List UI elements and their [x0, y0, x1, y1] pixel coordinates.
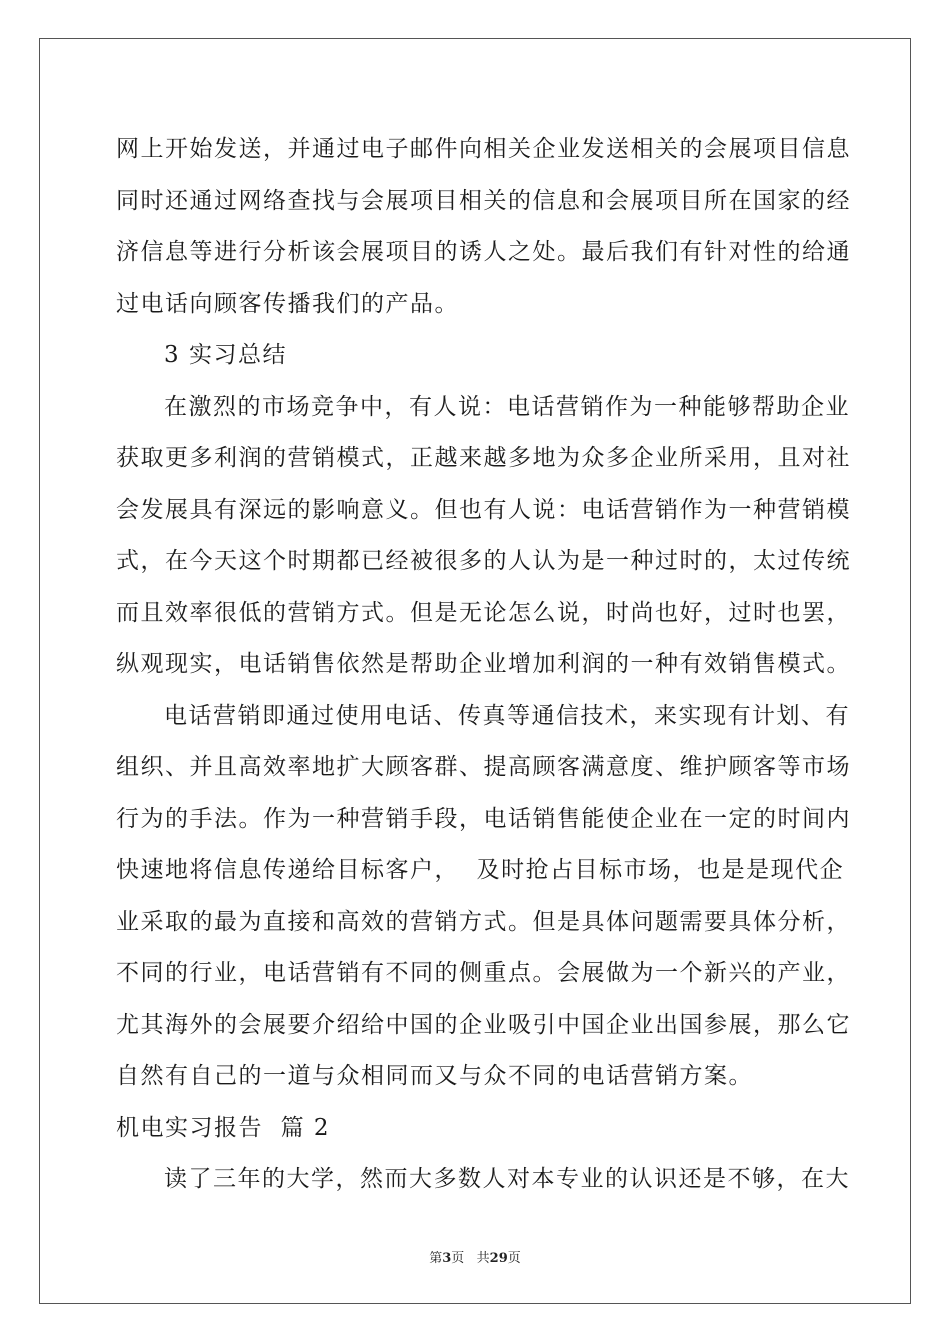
body-line: 而且效率很低的营销方式。但是无论怎么说，时尚也好，过时也罢， — [116, 599, 851, 626]
body-line: 自然有自己的一道与众相同而又与众不同的电话营销方案。 — [116, 1063, 753, 1089]
page-prefix: 第 — [429, 1251, 443, 1266]
page-mid: 页 共 — [451, 1251, 490, 1266]
body-line: 过电话向顾客传播我们的产品。 — [116, 290, 459, 317]
page-footer — [0, 1247, 950, 1266]
current-page-number: 3 — [442, 1251, 452, 1266]
section-heading: 3 实习总结 — [164, 342, 287, 368]
body-line: 业采取的最为直接和高效的营销方式。但是具体问题需要具体分析， — [116, 908, 851, 935]
document-body — [116, 124, 851, 1206]
paragraph-start-line: 读了三年的大学，然而大多数人对本专业的认识还是不够，在大 — [164, 1166, 850, 1192]
report-title: 机电实习报告 篇 2 — [116, 1114, 331, 1141]
body-line: 尤其海外的会展要介绍给中国的企业吸引中国企业出国参展，那么它 — [116, 1011, 851, 1038]
body-line: 组织、并且高效率地扩大顾客群、提高顾客满意度、维护顾客等市场 — [116, 754, 851, 780]
paragraph-start-line: 在激烈的市场竞争中，有人说：电话营销作为一种能够帮助企业 — [164, 393, 850, 420]
body-line: 快速地将信息传递给目标客户， 及时抢占目标市场，也是是现代企 — [116, 857, 845, 883]
body-line: 济信息等进行分析该会展项目的诱人之处。最后我们有针对性的给通 — [116, 239, 851, 265]
paragraph-start-line: 电话营销即通过使用电话、传真等通信技术，来实现有计划、有 — [164, 702, 850, 729]
page-suffix: 页 — [507, 1251, 521, 1266]
body-line: 网上开始发送，并通过电子邮件向相关企业发送相关的会展项目信息 — [116, 136, 851, 162]
body-line: 获取更多利润的营销模式，正越来越多地为众多企业所采用，且对社 — [116, 445, 851, 471]
body-line: 行为的手法。作为一种营销手段，电话销售能使企业在一定的时间内 — [116, 805, 851, 832]
body-line: 式，在今天这个时期都已经被很多的人认为是一种过时的，太过传统 — [116, 548, 851, 574]
body-line: 不同的行业，电话营销有不同的侧重点。会展做为一个新兴的产业， — [116, 960, 851, 986]
body-line: 同时还通过网络查找与会展项目相关的信息和会展项目所在国家的经 — [116, 187, 851, 214]
body-line: 纵观现实，电话销售依然是帮助企业增加利润的一种有效销售模式。 — [116, 651, 851, 677]
body-line: 会发展具有深远的影响意义。但也有人说：电话营销作为一种营销模 — [116, 496, 851, 523]
total-page-number: 29 — [489, 1251, 508, 1266]
